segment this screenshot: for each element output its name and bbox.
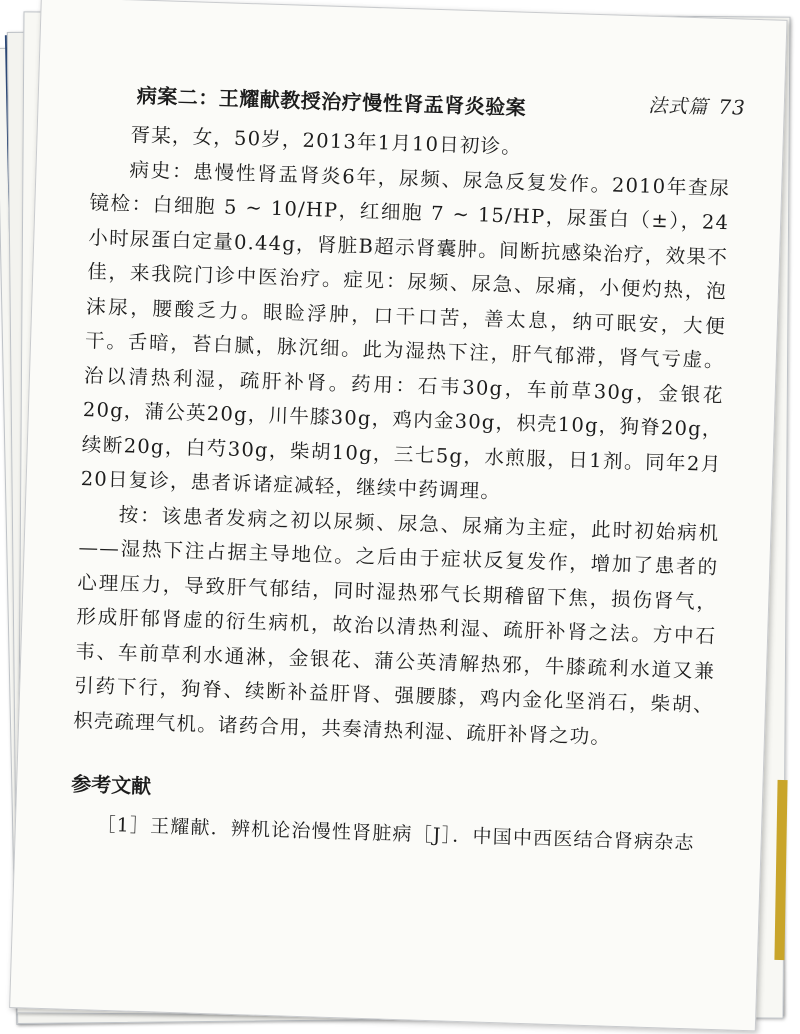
case-intro-paragraph: 胥某，女，50岁，2013年1月10日初诊。 xyxy=(130,123,523,159)
reference-item: ［1］王耀献．辨机论治慢性肾脏病［J］．中国中西医结合肾病杂志 xyxy=(96,813,695,855)
book-page xyxy=(9,0,787,1031)
case-commentary-paragraph: 按：该患者发病之初以尿频、尿急、尿痛为主症，此时初始病机——湿热下注占据主导地位。之后由于症状反复发作，增加了患者的心理压力，导致肝气郁结，同时湿热邪气长期稽留下焦，损伤肾气，形成肝郁肾虚的衍生病机，故治以清热利湿、疏肝补肾之法。方中石韦、车前草利水通淋，金银花、蒲公英清解热邪，牛膝疏利水道又兼引药下行，狗脊、续断补益肝肾、强腰膝，鸡内金化坚消石，柴胡、枳壳疏理气机。诸药合用，共奏清热利湿、疏肝补肾之功。 xyxy=(72,502,720,749)
case-history-paragraph: 病史：患慢性肾盂肾炎6年，尿频、尿急反复发作。2010年查尿镜检：白细胞 5 ~ 10/HP，红细胞 7 ~ 15/HP，尿蛋白（±），24小时尿蛋白定量0.44g，肾脏B超示肾囊肿。间断抗感染治疗，效果不佳，来我院门诊中医治疗。症见：尿频、尿急、尿痛，小便灼热，泡沫尿，腰酸乏力。眼睑浮肿，口干口苦，善太息，纳可眠安，大便干。舌暗，苔白腻，脉沉细。此为湿热下注，肝气郁滞，肾气亏虚。治以清热利湿，疏肝补肾。药用：石韦30g，车前草30g，金银花20g，蒲公英20g，川牛膝30g，鸡内金30g，枳壳10g，狗脊20g，续断20g，白芍30g，柴胡10g，三七5g，水煎服，日1剂。同年2月20日复诊，患者诉诸症减轻，继续中药调理。 xyxy=(80,157,731,504)
page-content xyxy=(69,77,733,861)
book-edge-accent xyxy=(774,780,787,960)
references-heading: 参考文献 xyxy=(70,771,152,799)
case-title: 病案二：王耀献教授治疗慢性肾盂肾炎验案 xyxy=(136,83,527,120)
section-name: 法式篇 xyxy=(647,94,709,119)
page-number: 73 xyxy=(717,94,747,120)
